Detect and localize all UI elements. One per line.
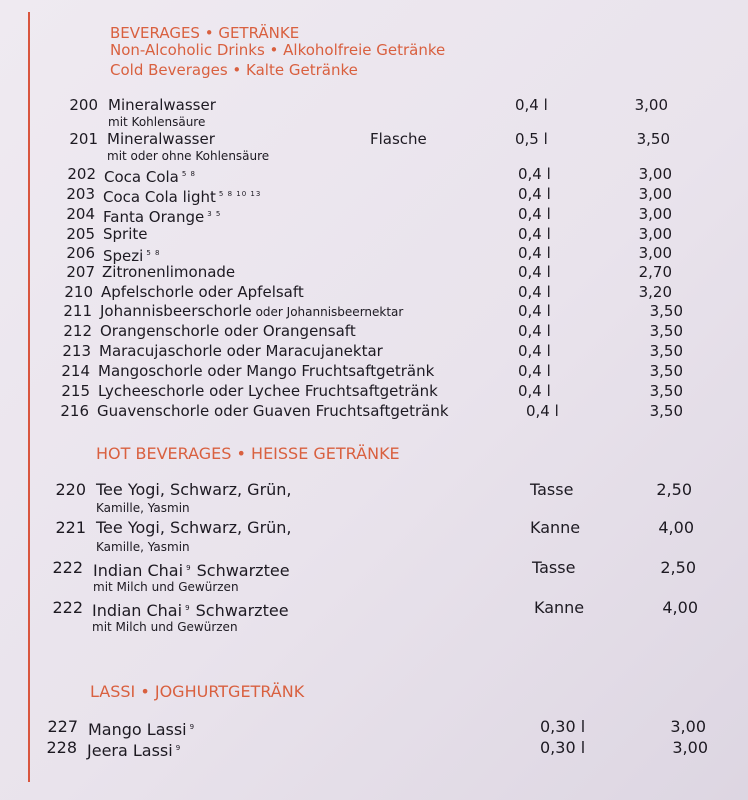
item-name (92, 598, 289, 621)
item-description: mit Kohlensäure (108, 115, 206, 129)
section-heading-hot: HOT BEVERAGES • HEISSE GETRÄNKE (96, 444, 400, 463)
allergen-note: 5 8 (181, 170, 197, 178)
item-volume: 0,4 l (518, 205, 551, 223)
item-price: 3,00 (638, 205, 672, 223)
item-number: 213 (62, 342, 91, 360)
item-volume: 0,4 l (515, 96, 548, 114)
item-name: Mangoschorle oder Mango Fruchtsaftgetränk (98, 362, 435, 380)
menu-item (0, 738, 748, 758)
item-container: Tasse (530, 480, 574, 499)
item-volume: 0,4 l (518, 185, 551, 203)
item-price: 3,50 (649, 382, 683, 400)
item-container: Kanne (534, 598, 585, 617)
item-description: Kamille, Yasmin (96, 540, 190, 554)
item-number: 216 (60, 402, 89, 420)
item-price: 3,00 (638, 165, 672, 183)
item-name-text: Coca Cola (104, 168, 179, 186)
item-price: 4,00 (658, 518, 694, 537)
menu-item (0, 480, 748, 500)
item-volume: 0,4 l (518, 342, 551, 360)
item-number: 227 (47, 717, 78, 736)
item-price: 3,50 (649, 302, 683, 320)
menu-item (0, 243, 748, 263)
item-name: Apfelschorle oder Apfelsaft (101, 283, 304, 301)
item-volume: 0,4 l (518, 362, 551, 380)
item-description: mit Milch und Gewürzen (93, 580, 239, 594)
item-number: 222 (52, 558, 83, 577)
menu-item (0, 598, 748, 618)
item-name-text: Coca Cola light (103, 188, 216, 206)
section-heading-beverages: BEVERAGES • GETRÄNKE (110, 24, 300, 42)
item-volume: 0,4 l (518, 382, 551, 400)
item-number: 204 (66, 205, 95, 223)
item-volume: 0,4 l (518, 283, 551, 301)
menu-item (0, 717, 748, 737)
item-description: mit Milch und Gewürzen (92, 620, 238, 634)
item-number: 228 (46, 738, 77, 757)
menu-item (0, 95, 748, 115)
item-price: 3,50 (649, 342, 683, 360)
item-container: Kanne (530, 518, 581, 537)
item-name-suffix: Schwarztee (191, 561, 290, 580)
item-number: 221 (55, 518, 86, 537)
item-price: 3,00 (638, 185, 672, 203)
menu-item (0, 224, 748, 244)
item-volume: 0,5 l (515, 130, 548, 148)
menu-item (0, 282, 748, 302)
item-name (93, 558, 290, 581)
item-name-text: Spezi (103, 247, 144, 265)
item-name: Mineralwasser (108, 96, 216, 114)
item-description: Kamille, Yasmin (96, 501, 190, 515)
item-number: 210 (64, 283, 93, 301)
item-price: 3,00 (672, 738, 708, 757)
item-price: 2,70 (638, 263, 672, 281)
menu-item (0, 341, 748, 361)
item-name (88, 717, 195, 740)
item-price: 3,00 (638, 244, 672, 262)
menu-item (0, 164, 748, 184)
item-number: 200 (69, 96, 98, 114)
item-name (87, 738, 181, 761)
item-number: 201 (69, 130, 98, 148)
section-heading-lassi: LASSI • JOGHURTGETRÄNK (90, 682, 305, 701)
item-price: 3,50 (649, 322, 683, 340)
item-number: 205 (66, 225, 95, 243)
item-name: Sprite (103, 225, 148, 243)
item-name: Guavenschorle oder Guaven Fruchtsaftgetränk (97, 402, 449, 420)
item-name: Lycheeschorle oder Lychee Fruchtsaftgetränk (98, 382, 438, 400)
section-heading-non-alcoholic: Non-Alcoholic Drinks • Alkoholfreie Getränke (110, 41, 446, 59)
item-price: 4,00 (662, 598, 698, 617)
item-name (100, 301, 403, 322)
item-description: mit oder ohne Kohlensäure (107, 149, 270, 163)
allergen-note: 3 5 (207, 210, 222, 218)
item-volume: 0,30 l (540, 738, 586, 757)
menu-item (0, 204, 748, 224)
menu-item (0, 262, 748, 282)
item-name-text: Jeera Lassi (87, 741, 173, 760)
menu-item (0, 558, 748, 578)
menu-item (0, 401, 748, 421)
item-volume: 0,4 l (518, 263, 551, 281)
allergen-note: 9 (185, 604, 191, 612)
menu-item (0, 301, 748, 321)
item-number: 207 (66, 263, 95, 281)
menu-item (0, 518, 748, 538)
allergen-note: 5 8 10 13 (218, 190, 262, 198)
allergen-note: 9 (175, 744, 182, 752)
item-name-text: Mango Lassi (88, 720, 187, 739)
item-name: Maracujaschorle oder Maracujanektar (99, 342, 383, 360)
item-number: 203 (66, 185, 95, 203)
item-name-text: Indian Chai (92, 601, 183, 620)
item-number: 212 (63, 322, 92, 340)
item-price: 3,50 (649, 362, 683, 380)
menu-item (0, 361, 748, 381)
item-number: 202 (67, 165, 96, 183)
item-volume: 0,4 l (518, 225, 551, 243)
item-container: Tasse (532, 558, 576, 577)
item-price: 2,50 (656, 480, 692, 499)
item-number: 220 (55, 480, 86, 499)
item-price: 2,50 (660, 558, 696, 577)
item-volume: 0,4 l (526, 402, 559, 420)
item-volume: 0,30 l (540, 717, 586, 736)
item-volume: 0,4 l (518, 322, 551, 340)
item-name: Zitronenlimonade (102, 263, 236, 281)
menu-item (0, 129, 748, 149)
section-heading-cold: Cold Beverages • Kalte Getränke (110, 61, 358, 79)
item-volume: 0,4 l (518, 302, 551, 320)
item-name-text: Johannisbeerschorle (100, 302, 252, 320)
item-number: 206 (66, 244, 95, 262)
menu-item (0, 321, 748, 341)
item-name: Orangenschorle oder Orangensaft (100, 322, 356, 340)
item-price: 3,00 (638, 225, 672, 243)
item-number: 214 (61, 362, 90, 380)
item-name-alt: oder Johannisbeernektar (251, 305, 404, 319)
allergen-note: 5 8 (146, 249, 161, 257)
item-price: 3,00 (670, 717, 706, 736)
item-number: 222 (52, 598, 83, 617)
item-price: 3,00 (634, 96, 668, 114)
item-number: 215 (61, 382, 90, 400)
item-name: Tee Yogi, Schwarz, Grün, (96, 480, 292, 499)
item-volume: 0,4 l (518, 165, 551, 183)
item-price: 3,50 (649, 402, 683, 420)
item-name-suffix: Schwarztee (190, 601, 289, 620)
item-price: 3,50 (636, 130, 670, 148)
item-name: Tee Yogi, Schwarz, Grün, (96, 518, 292, 537)
item-volume: 0,4 l (518, 244, 551, 262)
allergen-note: 9 (189, 723, 196, 731)
item-price: 3,20 (638, 283, 672, 301)
menu-item (0, 381, 748, 401)
menu-item (0, 184, 748, 204)
item-container: Flasche (370, 130, 427, 148)
item-name-text: Indian Chai (93, 561, 184, 580)
allergen-note: 9 (186, 564, 192, 572)
item-name-text: Fanta Orange (103, 208, 205, 226)
item-number: 211 (63, 302, 92, 320)
item-name: Mineralwasser (107, 130, 215, 148)
